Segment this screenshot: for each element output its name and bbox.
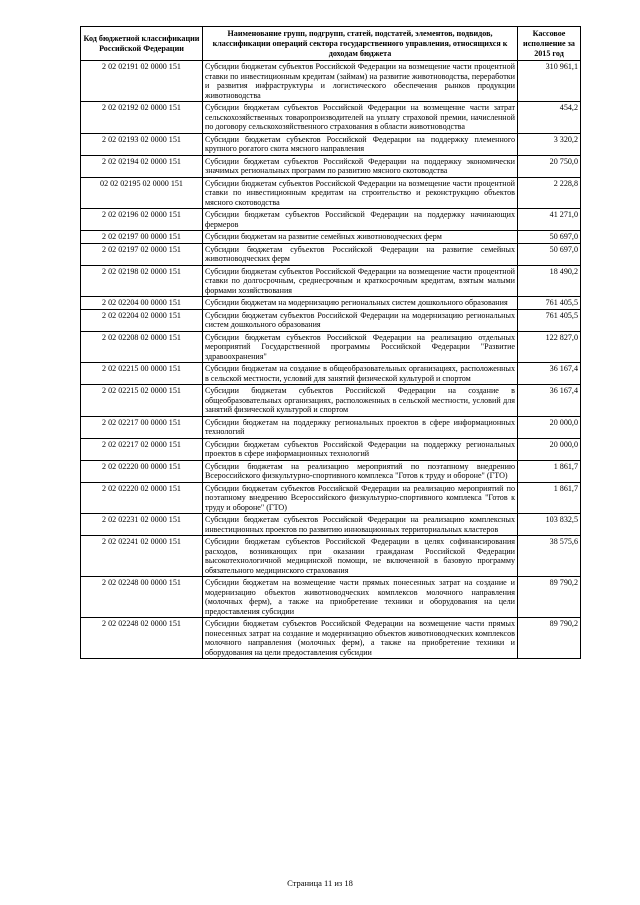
name-cell: Субсидии бюджетам на реализацию мероприятий по поэтапному внедрению Всероссийского физкультурно-спортивного комплекса "Готов к труду и обороне" (ГТО) xyxy=(203,460,518,482)
table-row xyxy=(81,385,581,417)
code-cell: 2 02 02191 02 0000 151 xyxy=(81,61,203,102)
name-cell: Субсидии бюджетам субъектов Российской Федерации на возмещение части процентной ставки по инвестиционным кредитам (займам) на развитие животноводства, переработки и развития инфраструктуры и логистического обеспечения рынков продукции животноводства xyxy=(203,61,518,102)
code-cell: 2 02 02204 02 0000 151 xyxy=(81,309,203,331)
sum-cell: 50 697,0 xyxy=(518,243,581,265)
table-row xyxy=(81,438,581,460)
name-cell: Субсидии бюджетам субъектов Российской Федерации на возмещение части прямых понесенных затрат на создание и модернизацию объектов животноводческих комплексов молочного направления (молочных ферм), а также на приобретение техники и оборудования на цели предоставления субсидии xyxy=(203,618,518,659)
name-cell: Субсидии бюджетам на возмещение части прямых понесенных затрат на создание и модернизацию объектов животноводческих комплексов молочного направления (молочных ферм), а также на приобретение техники и оборудования на цели предоставления субсидии xyxy=(203,577,518,618)
code-cell: 2 02 02248 00 0000 151 xyxy=(81,577,203,618)
header-code: Код бюджетной классификации Российской Федерации xyxy=(81,27,203,61)
code-cell: 2 02 02215 00 0000 151 xyxy=(81,363,203,385)
table-row xyxy=(81,102,581,134)
code-cell: 2 02 02215 02 0000 151 xyxy=(81,385,203,417)
sum-cell: 122 827,0 xyxy=(518,331,581,363)
table-row xyxy=(81,577,581,618)
name-cell: Субсидии бюджетам субъектов Российской Федерации на поддержку племенного крупного рогатого скота мясного направления xyxy=(203,133,518,155)
sum-cell: 310 961,1 xyxy=(518,61,581,102)
code-cell: 2 02 02198 02 0000 151 xyxy=(81,265,203,297)
sum-cell: 103 832,5 xyxy=(518,514,581,536)
name-cell: Субсидии бюджетам субъектов Российской Федерации на развитие семейных животноводческих ферм xyxy=(203,243,518,265)
name-cell: Субсидии бюджетам субъектов Российской Федерации на возмещение части затрат сельскохозяйственных товаропроизводителей на уплату страховой премии, начисленной по договору сельскохозяйственного страхования в области животноводства xyxy=(203,102,518,134)
name-cell: Субсидии бюджетам на модернизацию региональных систем дошкольного образования xyxy=(203,297,518,310)
sum-cell: 1 861,7 xyxy=(518,460,581,482)
name-cell: Субсидии бюджетам субъектов Российской Федерации на модернизацию региональных систем дошкольного образования xyxy=(203,309,518,331)
name-cell: Субсидии бюджетам субъектов Российской Федерации на возмещение части процентной ставки по долгосрочным, среднесрочным и краткосрочным кредитам, взятым малыми формами хозяйствования xyxy=(203,265,518,297)
sum-cell: 2 228,8 xyxy=(518,177,581,209)
table-row xyxy=(81,231,581,244)
code-cell: 2 02 02220 00 0000 151 xyxy=(81,460,203,482)
table-row xyxy=(81,177,581,209)
name-cell: Субсидии бюджетам субъектов Российской Федерации на создание в общеобразовательных организациях, расположенных в сельской местности, условий для занятий физической культурой и спортом xyxy=(203,385,518,417)
table-row xyxy=(81,416,581,438)
budget-revenue-table xyxy=(80,26,581,659)
sum-cell: 20 000,0 xyxy=(518,416,581,438)
name-cell: Субсидии бюджетам на поддержку региональных проектов в сфере информационных технологий xyxy=(203,416,518,438)
name-cell: Субсидии бюджетам субъектов Российской Федерации на поддержку начинающих фермеров xyxy=(203,209,518,231)
code-cell: 2 02 02208 02 0000 151 xyxy=(81,331,203,363)
name-cell: Субсидии бюджетам субъектов Российской Федерации на поддержку экономически значимых региональных программ по развитию мясного скотоводства xyxy=(203,155,518,177)
table-row xyxy=(81,61,581,102)
sum-cell: 89 790,2 xyxy=(518,577,581,618)
name-cell: Субсидии бюджетам на создание в общеобразовательных организациях, расположенных в сельской местности, условий для занятий физической культурой и спортом xyxy=(203,363,518,385)
code-cell: 2 02 02217 00 0000 151 xyxy=(81,416,203,438)
sum-cell: 36 167,4 xyxy=(518,363,581,385)
code-cell: 2 02 02241 02 0000 151 xyxy=(81,536,203,577)
code-cell: 2 02 02204 00 0000 151 xyxy=(81,297,203,310)
name-cell: Субсидии бюджетам субъектов Российской Федерации на реализацию отдельных мероприятий Государственной программы Российской Федерации "Развитие здравоохранения" xyxy=(203,331,518,363)
sum-cell: 41 271,0 xyxy=(518,209,581,231)
header-sum: Кассовое исполнение за 2015 год xyxy=(518,27,581,61)
code-cell: 2 02 02197 00 0000 151 xyxy=(81,231,203,244)
sum-cell: 20 750,0 xyxy=(518,155,581,177)
code-cell: 2 02 02196 02 0000 151 xyxy=(81,209,203,231)
table-header-row xyxy=(81,27,581,61)
table-row xyxy=(81,514,581,536)
sum-cell: 454,2 xyxy=(518,102,581,134)
code-cell: 2 02 02192 02 0000 151 xyxy=(81,102,203,134)
table-row xyxy=(81,536,581,577)
sum-cell: 20 000,0 xyxy=(518,438,581,460)
table-row xyxy=(81,482,581,514)
code-cell: 2 02 02193 02 0000 151 xyxy=(81,133,203,155)
table-row xyxy=(81,309,581,331)
name-cell: Субсидии бюджетам субъектов Российской Федерации на возмещение части процентной ставки по инвестиционным кредитам на строительство и реконструкцию объектов мясного скотоводства xyxy=(203,177,518,209)
table-row xyxy=(81,243,581,265)
table-body xyxy=(81,61,581,659)
sum-cell: 761 405,5 xyxy=(518,297,581,310)
page-number: Страница 11 из 18 xyxy=(287,878,353,888)
header-name: Наименование групп, подгрупп, статей, подстатей, элементов, подвидов, классификации операций сектора государственного управления, относящихся к доходам бюджета xyxy=(203,27,518,61)
code-cell: 2 02 02220 02 0000 151 xyxy=(81,482,203,514)
table-row xyxy=(81,209,581,231)
code-cell: 2 02 02248 02 0000 151 xyxy=(81,618,203,659)
table-row xyxy=(81,618,581,659)
sum-cell: 1 861,7 xyxy=(518,482,581,514)
code-cell: 02 02 02195 02 0000 151 xyxy=(81,177,203,209)
name-cell: Субсидии бюджетам на развитие семейных животноводческих ферм xyxy=(203,231,518,244)
table-row xyxy=(81,363,581,385)
table-row xyxy=(81,265,581,297)
sum-cell: 38 575,6 xyxy=(518,536,581,577)
code-cell: 2 02 02194 02 0000 151 xyxy=(81,155,203,177)
sum-cell: 50 697,0 xyxy=(518,231,581,244)
sum-cell: 36 167,4 xyxy=(518,385,581,417)
code-cell: 2 02 02197 02 0000 151 xyxy=(81,243,203,265)
table-row xyxy=(81,133,581,155)
name-cell: Субсидии бюджетам субъектов Российской Федерации в целях софинансирования расходов, возникающих при оказании гражданам Российской Федерации высокотехнологичной медицинской помощи, не включенной в базовую программу обязательного медицинского страхования xyxy=(203,536,518,577)
sum-cell: 3 320,2 xyxy=(518,133,581,155)
code-cell: 2 02 02231 02 0000 151 xyxy=(81,514,203,536)
sum-cell: 761 405,5 xyxy=(518,309,581,331)
code-cell: 2 02 02217 02 0000 151 xyxy=(81,438,203,460)
name-cell: Субсидии бюджетам субъектов Российской Федерации на реализацию комплексных инвестиционных проектов по развитию инновационных территориальных кластеров xyxy=(203,514,518,536)
table-row xyxy=(81,331,581,363)
sum-cell: 89 790,2 xyxy=(518,618,581,659)
name-cell: Субсидии бюджетам субъектов Российской Федерации на реализацию мероприятий по поэтапному внедрению Всероссийского физкультурно-спортивного комплекса "Готов к труду и обороне" (ГТО) xyxy=(203,482,518,514)
sum-cell: 18 490,2 xyxy=(518,265,581,297)
table-row xyxy=(81,460,581,482)
table-row xyxy=(81,297,581,310)
table-row xyxy=(81,155,581,177)
name-cell: Субсидии бюджетам субъектов Российской Федерации на поддержку региональных проектов в сфере информационных технологий xyxy=(203,438,518,460)
